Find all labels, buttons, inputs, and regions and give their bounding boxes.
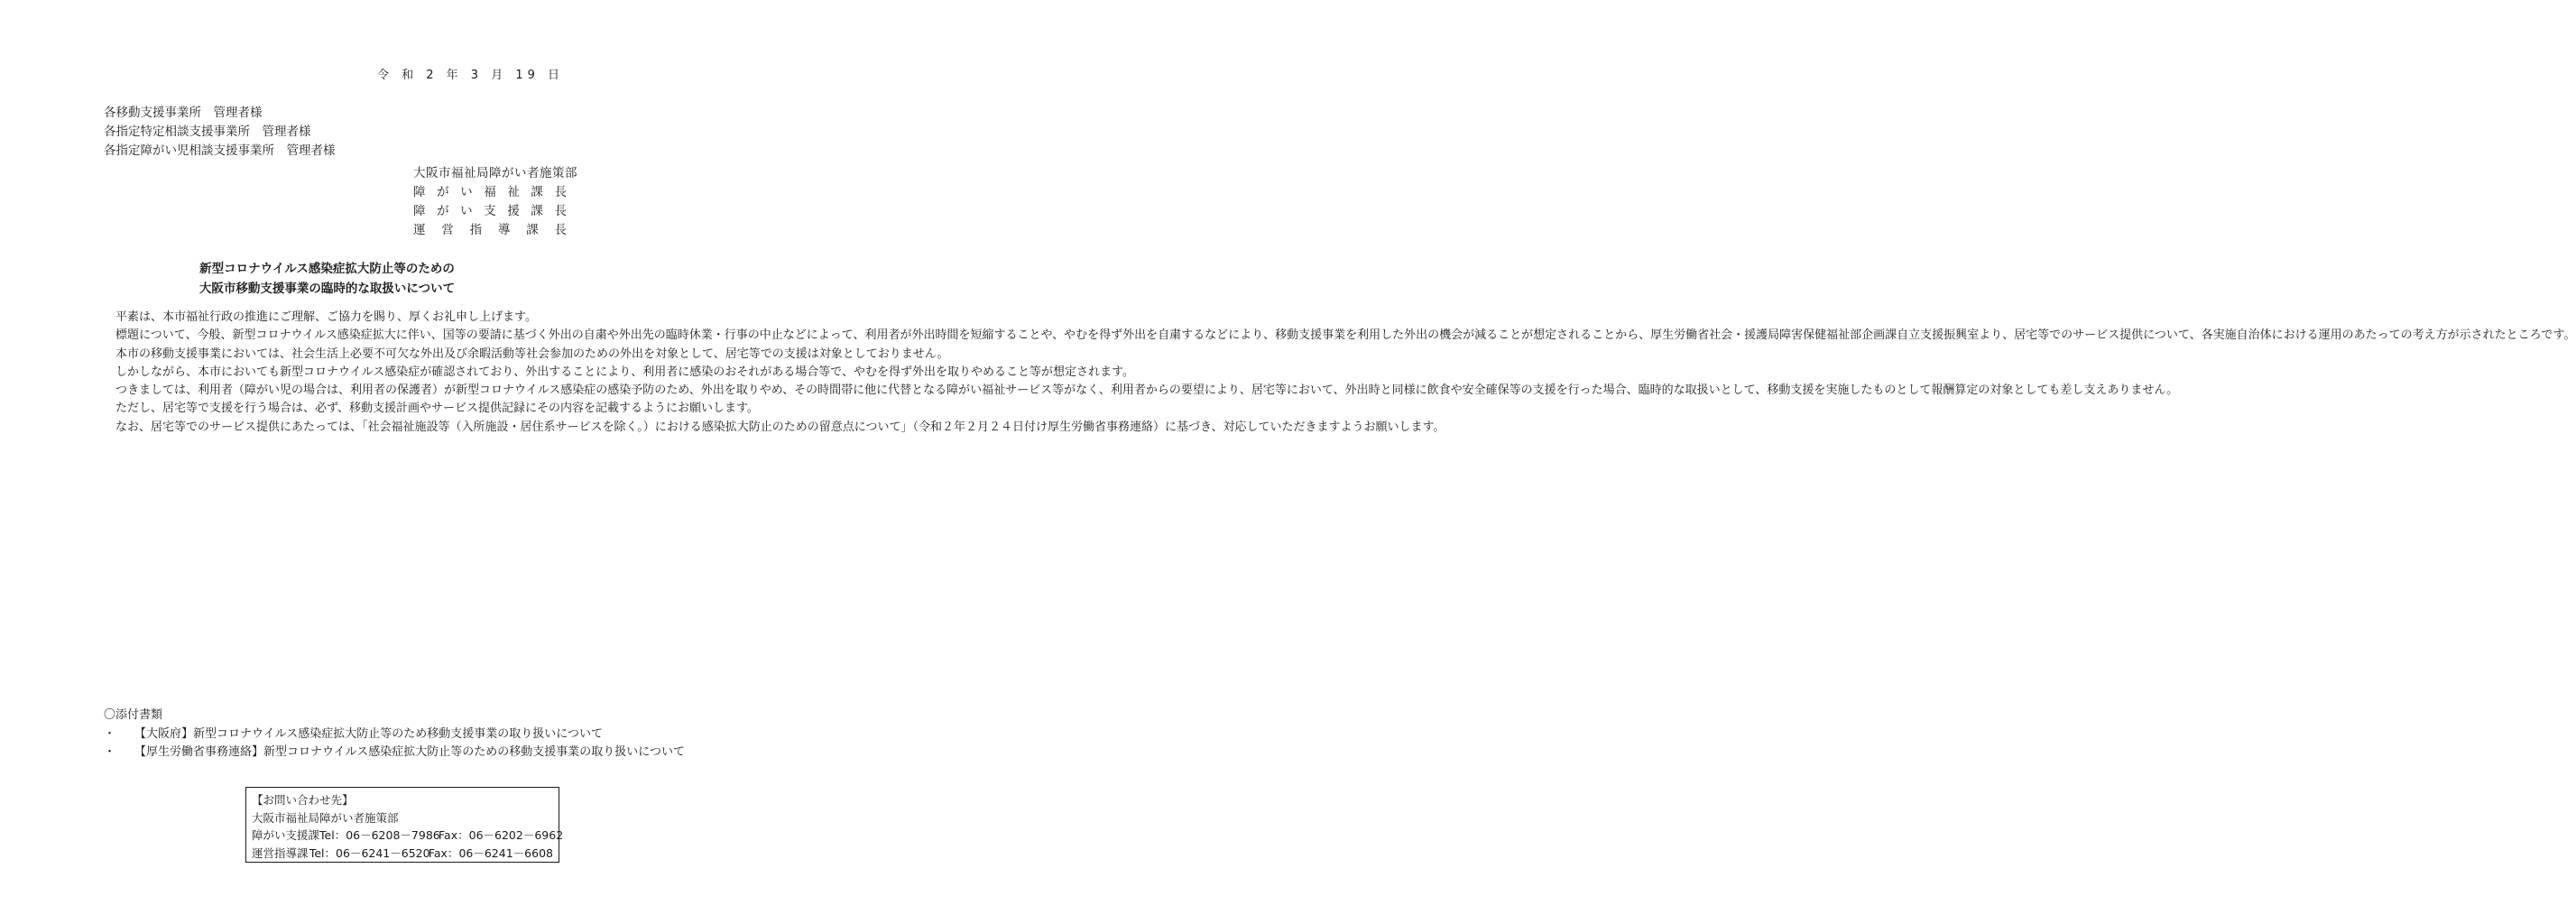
contact-section: 運営指導課	[252, 845, 309, 860]
title-char: 運	[413, 223, 426, 237]
title-char: 課	[531, 185, 543, 199]
attachment-item	[104, 744, 685, 762]
sender-title	[413, 202, 567, 221]
attachment-text: 【大阪府】新型コロナウイルス感染症拡大防止等のため移動支援事業の取り扱いについて	[134, 726, 603, 741]
contact-row	[252, 845, 553, 863]
sender-department: 大阪市福祉局障がい者施策部	[413, 166, 577, 180]
body-paragraph: 標題について、今般、新型コロナウイルス感染症拡大に伴い、国等の要請に基づく外出の自粛や外出先の臨時休業・行事の中止などによって、利用者が外出時間を短縮することや、やむを得ず外出を自粛するなどにより、移動支援事業を利用した外出の機会が減ることが想定されることから、厚生労働省社会・援護局障害保健福祉部企画課自立支援振興室より、居宅等でのサービス提供について、各実施自治体における運用のあたっての考え方が示されたところです。	[115, 328, 2576, 343]
title-char: が	[437, 185, 449, 199]
attachment-item	[104, 725, 603, 744]
title-char: 課	[531, 204, 543, 218]
bullet-icon: ・	[104, 726, 116, 741]
contact-fax: Fax：06－6241－6608	[428, 845, 553, 860]
contact-row	[252, 827, 564, 845]
title-char: 福	[484, 185, 496, 199]
title-char: い	[460, 204, 473, 218]
attachments-section	[104, 707, 685, 762]
title-char: 導	[497, 223, 511, 237]
contact-department: 大阪市福祉局障がい者施策部	[252, 810, 399, 825]
recipient-line: 各指定特定相談支援事業所 管理者様	[104, 125, 311, 139]
sender-title	[413, 183, 567, 202]
contact-tel: Tel：06－6208－7986	[319, 828, 440, 842]
recipient-line: 各移動支援事業所 管理者様	[104, 106, 263, 120]
body-paragraph: しかしながら、本市においても新型コロナウイルス感染症が確認されており、外出することにより、利用者に感染のおそれがある場合等で、やむを得ず外出を取りやめること等が想定されます。	[115, 365, 1134, 379]
contact-fax: Fax：06－6202－6962	[439, 828, 564, 842]
contact-heading: 【お問い合わせ先】	[252, 793, 354, 807]
title-char: が	[437, 204, 449, 218]
title-char: 障	[413, 204, 426, 218]
title-char: 指	[469, 223, 483, 237]
title-line-2: 大阪市移動支援事業の臨時的な取扱いについて	[199, 282, 456, 296]
sender-block	[413, 164, 577, 240]
title-char: 長	[554, 223, 567, 237]
attachment-text: 【厚生労働省事務連絡】新型コロナウイルス感染症拡大防止等のための移動支援事業の取り扱いについて	[134, 745, 685, 759]
body-paragraph: つきましては、利用者（障がい児の場合は、利用者の保護者）が新型コロナウイルス感染症の感染予防のため、外出を取りやめ、その時間帯に他に代替となる障がい福祉サービス等がなく、利用者からの要望により、居宅等において、外出時と同様に飲食や安全確保等の支援を行った場合、臨時的な取扱いとして、移動支援を実施したものとして報酬算定の対象としても差し支えありません。	[115, 383, 2179, 398]
bullet-icon: ・	[104, 745, 116, 759]
title-line-1: 新型コロナウイルス感染症拡大防止等のための	[199, 262, 455, 276]
body-text	[104, 309, 2576, 437]
contact-section: 障がい支援課	[252, 828, 320, 842]
attachments-heading: 〇添付書類	[104, 708, 163, 722]
contact-tel: Tel：06－6241－6520	[309, 845, 430, 860]
body-paragraph: ただし、居宅等で支援を行う場合は、必ず、移動支援計画やサービス提供記録にその内容を記載するようにお願いします。	[115, 402, 759, 416]
title-char: 援	[507, 204, 520, 218]
title-char: い	[460, 185, 473, 199]
body-paragraph: なお、居宅等でのサービス提供にあたっては、「社会福祉施設等（入所施設・居住系サービスを除く。）における感染拡大防止のための留意点について」（令和２年２月２４日付け厚生労働省事務連絡）に基づき、対応していただきますようお願いします。	[115, 420, 1445, 434]
sender-title	[413, 221, 567, 240]
title-char: 長	[554, 185, 567, 199]
body-paragraph: 本市の移動支援事業においては、社会生活上必要不可欠な外出及び余暇活動等社会参加のための外出を対象として、居宅等での支援は対象としておりません。	[115, 346, 949, 361]
title-char: 支	[484, 204, 496, 218]
document-title	[0, 259, 654, 299]
body-paragraph: 平素は、本市福祉行政の推進にご理解、ご協力を賜り、厚くお礼申し上げます。	[115, 310, 537, 324]
recipient-line: 各指定障がい児相談支援事業所 管理者様	[104, 143, 336, 158]
title-char: 長	[554, 204, 567, 218]
title-char: 課	[526, 223, 539, 237]
title-char: 障	[413, 185, 426, 199]
title-char: 祉	[507, 185, 520, 199]
title-char: 営	[441, 223, 454, 237]
contact-box	[245, 787, 564, 863]
document-date: 令 和 2 年 3 月 19 日	[376, 69, 564, 82]
recipients-block	[104, 104, 336, 161]
